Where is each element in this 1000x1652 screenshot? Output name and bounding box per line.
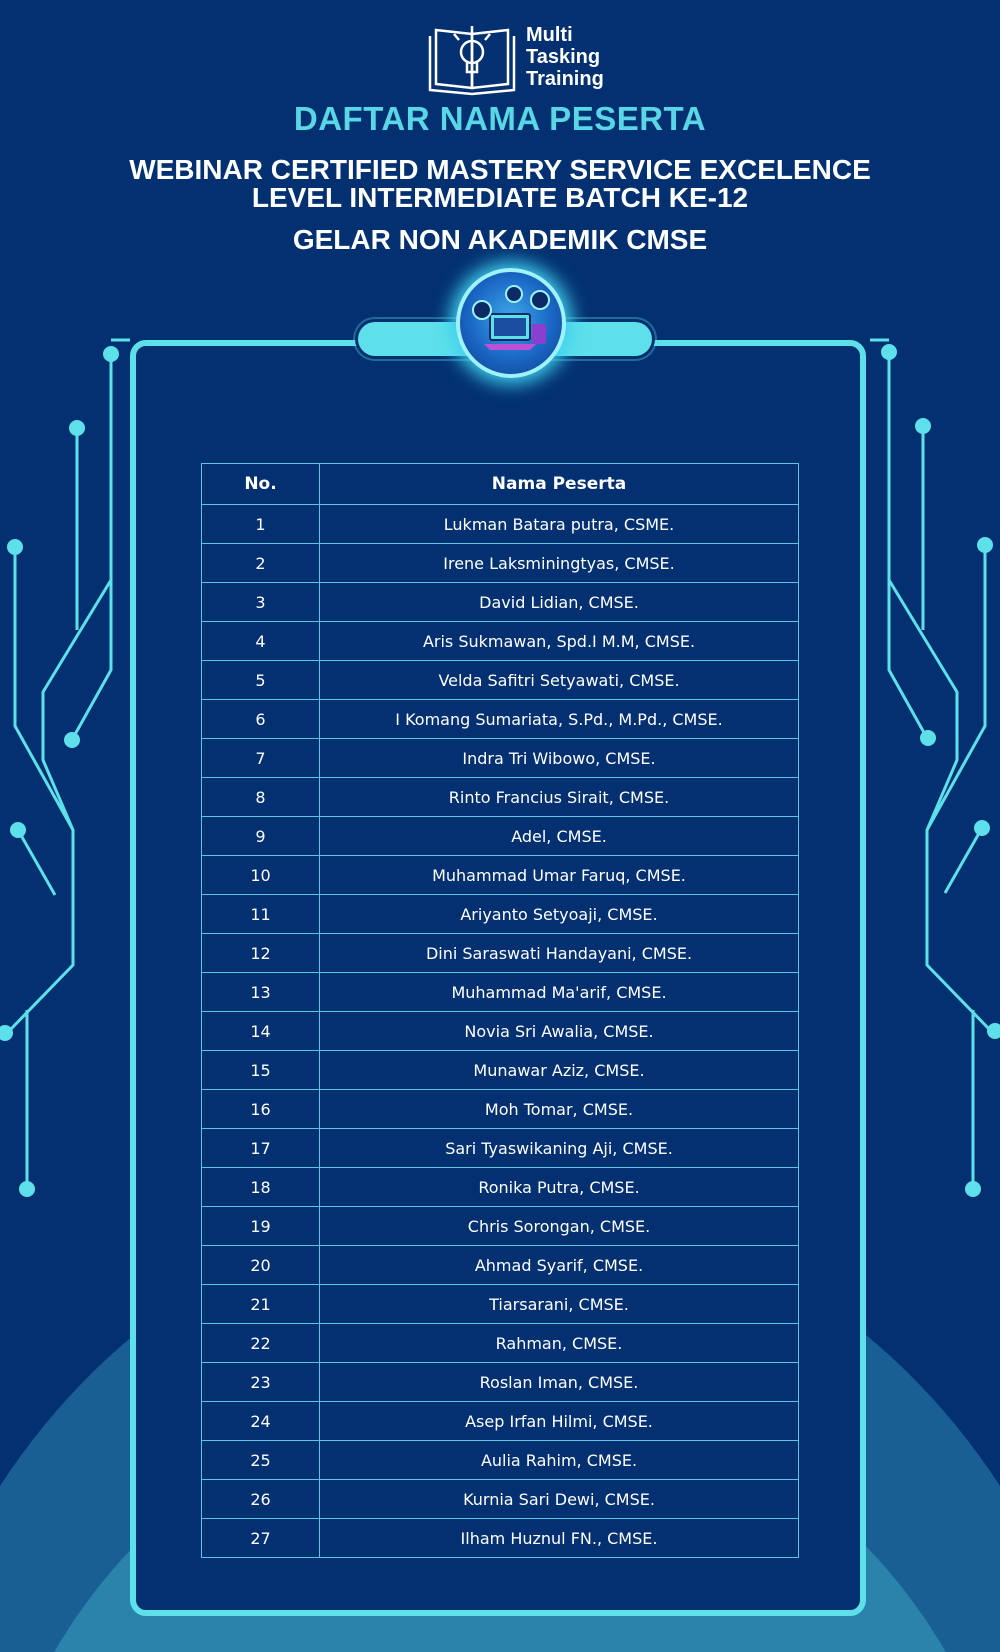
participant-name: Velda Safitri Setyawati, CMSE. [320,661,799,700]
participant-name: Rahman, CMSE. [320,1324,799,1363]
row-number: 26 [202,1480,320,1519]
table-row [202,1324,799,1363]
table-row [202,934,799,973]
participant-name: I Komang Sumariata, S.Pd., M.Pd., CMSE. [320,700,799,739]
participant-name: Aulia Rahim, CMSE. [320,1441,799,1480]
participant-name: Ronika Putra, CMSE. [320,1168,799,1207]
table-row [202,1051,799,1090]
table-row [202,739,799,778]
row-number: 14 [202,1012,320,1051]
row-number: 15 [202,1051,320,1090]
table-row [202,817,799,856]
row-number: 23 [202,1363,320,1402]
row-number: 12 [202,934,320,973]
participant-name: Rinto Francius Sirait, CMSE. [320,778,799,817]
participant-name: Roslan Iman, CMSE. [320,1363,799,1402]
participant-name: Novia Sri Awalia, CMSE. [320,1012,799,1051]
table-row [202,1480,799,1519]
participant-name: Sari Tyaswikaning Aji, CMSE. [320,1129,799,1168]
participant-name: Munawar Aziz, CMSE. [320,1051,799,1090]
row-number: 13 [202,973,320,1012]
table-row [202,895,799,934]
row-number: 7 [202,739,320,778]
participant-name: Irene Laksminingtyas, CMSE. [320,544,799,583]
participant-name: Moh Tomar, CMSE. [320,1090,799,1129]
table-row [202,505,799,544]
participant-name: Ariyanto Setyoaji, CMSE. [320,895,799,934]
column-header-no: No. [202,464,320,505]
participant-name: Muhammad Ma'arif, CMSE. [320,973,799,1012]
row-number: 24 [202,1402,320,1441]
participant-name: Muhammad Umar Faruq, CMSE. [320,856,799,895]
row-number: 21 [202,1285,320,1324]
participant-name: Lukman Batara putra, CSME. [320,505,799,544]
participant-name: Tiarsarani, CMSE. [320,1285,799,1324]
logo-text-line2: Tasking [526,46,601,68]
subtitle-line1: WEBINAR CERTIFIED MASTERY SERVICE EXCELENCE [129,154,871,185]
subtitle-line2: LEVEL INTERMEDIATE BATCH KE-12 [251,182,749,213]
participant-name: Dini Saraswati Handayani, CMSE. [320,934,799,973]
table-row [202,1285,799,1324]
row-number: 11 [202,895,320,934]
participant-name: Kurnia Sari Dewi, CMSE. [320,1480,799,1519]
page-title: DAFTAR NAMA PESERTA [293,100,707,137]
row-number: 25 [202,1441,320,1480]
participant-name: Adel, CMSE. [320,817,799,856]
row-number: 19 [202,1207,320,1246]
table-row [202,973,799,1012]
row-number: 3 [202,583,320,622]
online-learning-illustration-icon [456,268,566,378]
table-row [202,1519,799,1558]
row-number: 5 [202,661,320,700]
row-number: 20 [202,1246,320,1285]
participant-name: Ahmad Syarif, CMSE. [320,1246,799,1285]
participant-name: Ilham Huznul FN., CMSE. [320,1519,799,1558]
participant-table [201,463,799,1558]
row-number: 10 [202,856,320,895]
table-row [202,856,799,895]
table-row [202,544,799,583]
column-header-name: Nama Peserta [320,464,799,505]
subtitle-line3: GELAR NON AKADEMIK CMSE [292,224,708,255]
table-row [202,661,799,700]
row-number: 27 [202,1519,320,1558]
row-number: 9 [202,817,320,856]
row-number: 17 [202,1129,320,1168]
table-row [202,1168,799,1207]
table-row [202,778,799,817]
row-number: 16 [202,1090,320,1129]
table-body [202,505,799,1558]
row-number: 18 [202,1168,320,1207]
participant-name: Asep Irfan Hilmi, CMSE. [320,1402,799,1441]
logo-text-line1: Multi [526,24,573,46]
table-row [202,1441,799,1480]
participant-name: David Lidian, CMSE. [320,583,799,622]
table-row [202,583,799,622]
participant-name: Indra Tri Wibowo, CMSE. [320,739,799,778]
row-number: 1 [202,505,320,544]
participant-name: Aris Sukmawan, Spd.I M.M, CMSE. [320,622,799,661]
row-number: 2 [202,544,320,583]
table-row [202,1402,799,1441]
row-number: 6 [202,700,320,739]
row-number: 8 [202,778,320,817]
participant-name: Chris Sorongan, CMSE. [320,1207,799,1246]
row-number: 22 [202,1324,320,1363]
table-row [202,1363,799,1402]
table-row [202,1090,799,1129]
book-lightbulb-icon [426,22,518,98]
table-row [202,622,799,661]
table-row [202,700,799,739]
table-row [202,1129,799,1168]
row-number: 4 [202,622,320,661]
table-header-row [202,464,799,505]
table-row [202,1246,799,1285]
table-row [202,1207,799,1246]
logo-text-line3: Training [526,68,604,90]
table-row [202,1012,799,1051]
logo [426,22,626,98]
